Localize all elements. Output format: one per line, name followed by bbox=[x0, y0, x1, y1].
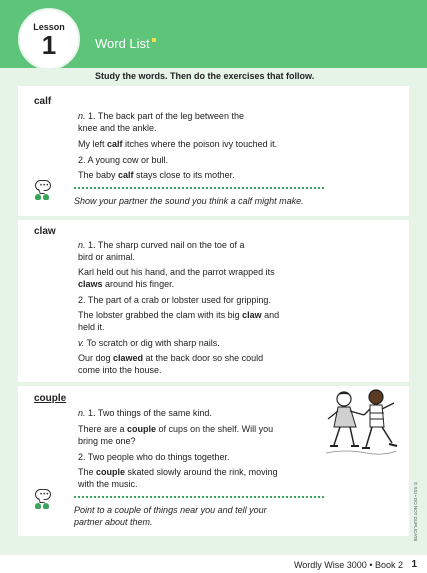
entry-line: There are a couple of cups on the shelf. Will you bbox=[78, 424, 274, 434]
entry-line: bring me one? bbox=[78, 436, 136, 446]
footer-book-title: Wordly Wise 3000 • Book 2 bbox=[293, 560, 403, 570]
lesson-label: Lesson bbox=[33, 22, 65, 32]
partner-activity-icon bbox=[34, 489, 54, 500]
entry-line: with the music. bbox=[78, 479, 138, 489]
lesson-number: 1 bbox=[41, 30, 57, 60]
entry-word: couple bbox=[34, 393, 67, 404]
entry-word: calf bbox=[34, 96, 52, 107]
entry-line: bird or animal. bbox=[78, 252, 136, 262]
partner-prompt: partner about them. bbox=[74, 517, 153, 527]
boy-arm bbox=[364, 409, 370, 415]
partner-prompt: Point to a couple of things near you and tell your bbox=[74, 505, 267, 515]
entry-line: n. 1. Two things of the same kind. bbox=[78, 408, 212, 418]
dotted-divider bbox=[74, 187, 324, 189]
boy-skate bbox=[389, 444, 397, 446]
entry-panel-claw bbox=[18, 220, 409, 382]
entry-line: n. 1. The sharp curved nail on the toe of a bbox=[78, 240, 245, 250]
entry-line: knee and the ankle. bbox=[78, 123, 157, 133]
entry-line: n. 1. The back part of the leg between the bbox=[78, 111, 244, 121]
chat-bubble-icon: ••• bbox=[35, 180, 51, 191]
girl-dress bbox=[334, 407, 356, 427]
partner-activity-icon bbox=[34, 180, 54, 191]
girl-leg bbox=[334, 427, 340, 445]
skating-couple-illustration bbox=[320, 385, 400, 465]
instructions: Study the words. Then do the exercises that follow. bbox=[95, 71, 315, 81]
boy-leg bbox=[366, 427, 372, 447]
dotted-divider bbox=[74, 496, 324, 498]
entry-line: 2. A young cow or bull. bbox=[78, 155, 169, 165]
entry-word: claw bbox=[34, 226, 56, 237]
header-band bbox=[0, 0, 427, 68]
people-icon bbox=[34, 503, 54, 511]
entry-line: The baby calf stays close to its mother. bbox=[78, 170, 235, 180]
chat-bubble-icon: ••• bbox=[35, 489, 51, 500]
boy-arm bbox=[382, 403, 394, 409]
entry-line: come into the house. bbox=[78, 365, 162, 375]
ice-line bbox=[326, 451, 396, 454]
partner-prompt: Show your partner the sound you think a calf might make. bbox=[74, 196, 304, 206]
entry-panel-calf bbox=[18, 86, 409, 216]
entry-line: claws around his finger. bbox=[78, 279, 175, 289]
entry-line: My left calf itches where the poison ivy touched it. bbox=[78, 139, 278, 149]
copyright-side-note: © SSI • DO NOT DUPLICATE bbox=[413, 482, 418, 542]
boy-shirt bbox=[370, 405, 384, 427]
entry-line: 2. The part of a crab or lobster used for gripping. bbox=[78, 295, 271, 305]
entry-line: v. To scratch or dig with sharp nails. bbox=[78, 338, 220, 348]
entry-line: Our dog clawed at the back door so she could bbox=[78, 353, 264, 363]
lesson-badge bbox=[18, 8, 80, 70]
page-footer bbox=[0, 555, 427, 573]
page-title: Word List bbox=[95, 36, 156, 51]
people-icon bbox=[34, 194, 54, 202]
entry-line: held it. bbox=[78, 322, 105, 332]
entry-line: The couple skated slowly around the rink, moving bbox=[78, 467, 278, 477]
entry-line: Karl held out his hand, and the parrot wrapped its bbox=[78, 267, 275, 277]
boy-leg bbox=[382, 427, 392, 443]
page-number: 1 bbox=[411, 559, 417, 570]
entry-line: The lobster grabbed the clam with its big claw and bbox=[78, 310, 280, 320]
square-icon bbox=[152, 38, 156, 42]
boy-head bbox=[369, 390, 383, 404]
girl-leg bbox=[350, 427, 354, 445]
entry-line: 2. Two people who do things together. bbox=[78, 452, 230, 462]
